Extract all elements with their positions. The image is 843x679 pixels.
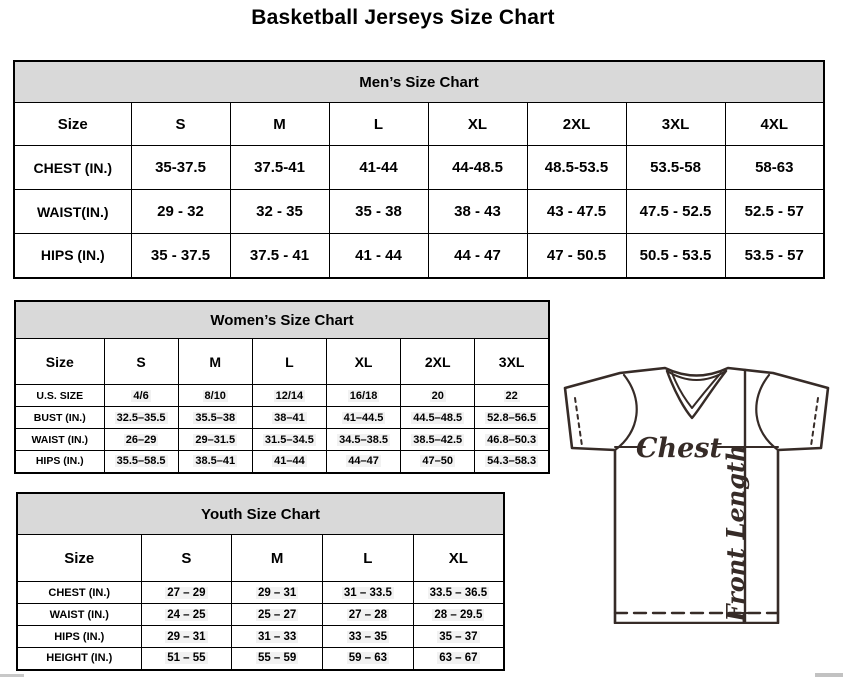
size-value-cell	[252, 429, 326, 451]
size-value-cell	[326, 407, 400, 429]
size-value: 37.5-41	[254, 159, 305, 176]
col-header-size: Size	[14, 103, 131, 146]
size-value-cell	[232, 648, 323, 670]
size-value: 29 – 31	[257, 586, 297, 599]
size-value: 35 - 38	[355, 203, 402, 220]
size-value: 29 - 32	[157, 203, 204, 220]
row-label: U.S. SIZE	[15, 385, 104, 407]
row-label: HIPS (IN.)	[17, 626, 141, 648]
table-row	[14, 234, 824, 278]
size-value: 47 - 50.5	[546, 246, 607, 264]
size-value: 43 - 47.5	[546, 203, 607, 220]
col-header-2xl: 2XL	[401, 339, 475, 385]
womens-size-table	[14, 300, 550, 474]
size-value: 12/14	[275, 389, 304, 402]
row-label: WAIST (IN.)	[17, 604, 141, 626]
size-value-cell	[626, 146, 725, 190]
table-row	[17, 582, 504, 604]
size-value-cell	[141, 582, 232, 604]
size-value-cell	[401, 429, 475, 451]
col-header-3xl: 3XL	[626, 103, 725, 146]
size-value-cell	[527, 234, 626, 278]
col-header-l: L	[252, 339, 326, 385]
size-value: 41-44	[359, 159, 398, 176]
row-label: BUST (IN.)	[15, 407, 104, 429]
scrollbar-fragment-left[interactable]	[0, 674, 24, 677]
size-value-cell	[428, 234, 527, 278]
size-value: 38 - 43	[454, 203, 501, 220]
col-header-size: Size	[17, 535, 141, 582]
col-header-l: L	[323, 535, 414, 582]
size-value: 29 – 31	[167, 630, 206, 643]
size-value: 20	[431, 389, 444, 402]
size-value: 38.5–41	[195, 455, 236, 468]
size-value: 32 - 35	[256, 203, 303, 220]
size-value-cell	[326, 429, 400, 451]
front-length-label: Front Length	[721, 444, 750, 622]
table-row	[15, 407, 549, 429]
size-value-cell	[413, 582, 504, 604]
womens-chart-title: Women’s Size Chart	[15, 301, 549, 339]
col-header-s: S	[104, 339, 178, 385]
womens-band-row	[15, 301, 549, 339]
armhole-seam-left	[615, 375, 637, 450]
size-value: 46.8–50.3	[487, 433, 537, 446]
size-value-cell	[725, 234, 824, 278]
size-value-cell	[252, 407, 326, 429]
size-value-cell	[104, 385, 178, 407]
size-value: 59 – 63	[348, 652, 388, 665]
size-value-cell	[178, 385, 252, 407]
size-value: 55 – 59	[257, 652, 297, 665]
col-header-xl: XL	[428, 103, 527, 146]
youth-band-row	[17, 493, 504, 535]
size-value-cell	[323, 604, 414, 626]
size-value-cell	[178, 429, 252, 451]
size-value: 34.5–38.5	[339, 433, 389, 446]
size-value: 24 – 25	[167, 608, 206, 621]
size-value-cell	[141, 626, 232, 648]
size-value-cell	[252, 451, 326, 473]
size-value: 44–47	[348, 455, 379, 468]
row-label: HIPS (IN.)	[15, 451, 104, 473]
col-header-l: L	[329, 103, 428, 146]
size-value: 25 – 27	[257, 608, 297, 621]
size-value: 37.5 - 41	[249, 246, 310, 264]
v-neck-inner-line	[672, 373, 721, 408]
size-value: 35-37.5	[155, 159, 206, 176]
size-value: 58-63	[755, 159, 794, 176]
size-value: 63 – 67	[439, 652, 478, 665]
row-label: HIPS (IN.)	[14, 234, 131, 278]
size-value: 41 - 44	[355, 246, 402, 264]
size-value: 29–31.5	[195, 433, 236, 446]
size-value-cell	[230, 234, 329, 278]
size-value-cell	[178, 451, 252, 473]
size-value-cell	[323, 582, 414, 604]
size-value: 41–44.5	[343, 411, 384, 424]
size-value-cell	[141, 604, 232, 626]
table-row	[14, 146, 824, 190]
size-value-cell	[413, 626, 504, 648]
cuff-dashed-line-left	[575, 398, 582, 446]
col-header-4xl: 4XL	[725, 103, 824, 146]
size-value-cell	[626, 190, 725, 234]
size-value-cell	[428, 190, 527, 234]
table-row	[15, 429, 549, 451]
size-value-cell	[232, 626, 323, 648]
size-value-cell	[131, 190, 230, 234]
cuff-dashed-line-right	[811, 398, 818, 446]
size-value-cell	[232, 582, 323, 604]
row-label: WAIST (IN.)	[15, 429, 104, 451]
size-value-cell	[323, 648, 414, 670]
size-value: 28 – 29.5	[434, 608, 483, 621]
col-header-xl: XL	[326, 339, 400, 385]
youth-column-header-row	[17, 535, 504, 582]
size-value: 26–29	[125, 433, 157, 446]
size-value: 53.5-58	[650, 159, 701, 176]
size-value: 27 – 29	[167, 586, 206, 599]
size-value: 52.5 - 57	[744, 203, 804, 220]
size-value-cell	[428, 146, 527, 190]
size-value: 44 - 47	[454, 246, 501, 264]
size-value-cell	[104, 407, 178, 429]
chest-measure-label: Chest	[636, 433, 722, 464]
size-value: 54.3–58.3	[487, 455, 537, 468]
row-label: WAIST(IN.)	[14, 190, 131, 234]
size-value-cell	[475, 385, 549, 407]
size-value: 4/6	[133, 389, 149, 402]
armhole-seam-right	[756, 375, 778, 450]
size-value: 47.5 - 52.5	[639, 203, 712, 220]
size-value-cell	[326, 451, 400, 473]
size-value-cell	[527, 190, 626, 234]
size-value: 50.5 - 53.5	[639, 246, 712, 264]
size-value-cell	[329, 234, 428, 278]
size-value: 16/18	[349, 389, 378, 402]
size-value: 27 – 28	[348, 608, 388, 621]
size-value: 35 – 37	[439, 630, 478, 643]
size-value-cell	[413, 648, 504, 670]
table-row	[14, 190, 824, 234]
table-row	[17, 604, 504, 626]
size-value-cell	[475, 451, 549, 473]
size-value-cell	[401, 385, 475, 407]
table-row	[17, 626, 504, 648]
size-value-cell	[232, 604, 323, 626]
size-value-cell	[252, 385, 326, 407]
col-header-3xl: 3XL	[475, 339, 549, 385]
col-header-m: M	[230, 103, 329, 146]
size-value-cell	[141, 648, 232, 670]
size-value-cell	[401, 451, 475, 473]
size-value-cell	[401, 407, 475, 429]
size-value: 35.5–38	[195, 411, 236, 424]
size-value: 22	[505, 389, 518, 402]
size-value-cell	[329, 146, 428, 190]
size-value: 8/10	[204, 389, 226, 402]
size-value-cell	[131, 146, 230, 190]
size-value-cell	[329, 190, 428, 234]
size-value: 31 – 33	[257, 630, 297, 643]
youth-chart-title: Youth Size Chart	[17, 493, 504, 535]
size-value: 52.8–56.5	[487, 411, 537, 424]
size-value: 44-48.5	[452, 159, 503, 176]
table-row	[17, 648, 504, 670]
size-value-cell	[323, 626, 414, 648]
mens-size-table	[13, 60, 825, 279]
row-label: HEIGHT (IN.)	[17, 648, 141, 670]
size-value-cell	[413, 604, 504, 626]
scrollbar-fragment-right[interactable]	[815, 673, 843, 677]
col-header-xl: XL	[413, 535, 504, 582]
table-row	[15, 451, 549, 473]
col-header-s: S	[131, 103, 230, 146]
col-header-size: Size	[15, 339, 104, 385]
size-value-cell	[104, 451, 178, 473]
table-row	[15, 385, 549, 407]
size-value-cell	[725, 190, 824, 234]
size-value: 51 – 55	[167, 652, 206, 665]
col-header-m: M	[178, 339, 252, 385]
size-value: 31.5–34.5	[264, 433, 314, 446]
size-value: 47–50	[422, 455, 453, 468]
jersey-outline	[565, 368, 828, 623]
row-label: CHEST (IN.)	[14, 146, 131, 190]
size-value: 53.5 - 57	[744, 246, 804, 264]
size-value-cell	[230, 146, 329, 190]
size-value-cell	[475, 429, 549, 451]
size-value: 31 – 33.5	[343, 586, 392, 599]
size-value: 35.5–58.5	[116, 455, 166, 468]
col-header-2xl: 2XL	[527, 103, 626, 146]
size-value-cell	[178, 407, 252, 429]
mens-band-row	[14, 61, 824, 103]
mens-chart-title: Men’s Size Chart	[14, 61, 824, 103]
size-value: 33.5 – 36.5	[429, 586, 488, 599]
size-value: 44.5–48.5	[413, 411, 463, 424]
mens-column-header-row	[14, 103, 824, 146]
size-value: 35 - 37.5	[150, 246, 211, 264]
size-value: 33 – 35	[348, 630, 388, 643]
size-value: 38.5–42.5	[413, 433, 463, 446]
size-value-cell	[131, 234, 230, 278]
size-value: 48.5-53.5	[544, 159, 609, 176]
size-value-cell	[104, 429, 178, 451]
size-value-cell	[626, 234, 725, 278]
size-value-cell	[475, 407, 549, 429]
jersey-measurement-diagram	[558, 362, 838, 624]
row-label: CHEST (IN.)	[17, 582, 141, 604]
size-value: 38–41	[274, 411, 305, 424]
col-header-s: S	[141, 535, 232, 582]
size-value-cell	[725, 146, 824, 190]
womens-column-header-row	[15, 339, 549, 385]
size-value: 32.5–35.5	[116, 411, 166, 424]
size-value-cell	[326, 385, 400, 407]
youth-size-table	[16, 492, 505, 671]
size-value-cell	[527, 146, 626, 190]
col-header-m: M	[232, 535, 323, 582]
page-title: Basketball Jerseys Size Chart	[251, 6, 555, 29]
size-value: 41–44	[274, 455, 305, 468]
size-value-cell	[230, 190, 329, 234]
